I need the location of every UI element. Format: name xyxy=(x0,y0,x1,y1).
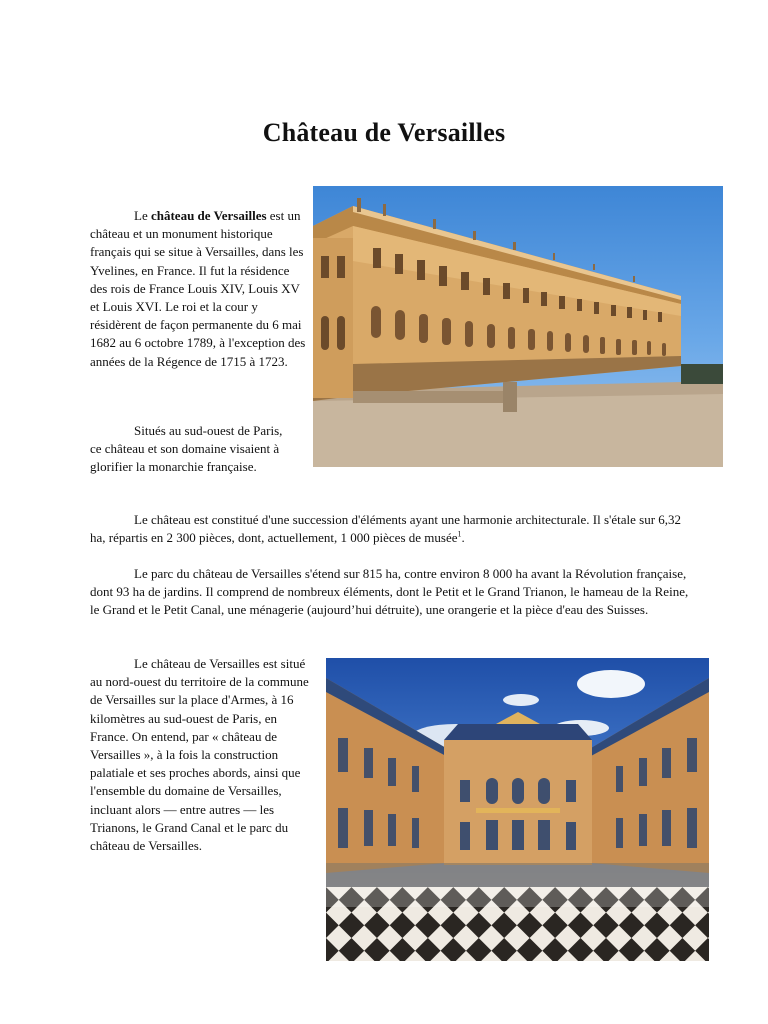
architecture-text: Le château est constitué d'une succession d'éléments ayant une harmonie architecturale. Il s'étale sur 6,32 ha, répartis en 2 300 pièces, dont, actuellement, 1 000 pièces de musée xyxy=(90,512,682,546)
marble-courtyard-image xyxy=(326,658,709,961)
intro-bold: château de Versailles xyxy=(150,208,267,223)
palace-facade-image xyxy=(313,186,723,467)
page-title: Château de Versailles xyxy=(262,118,506,147)
paragraph-location xyxy=(90,422,290,477)
intro-lead: Le xyxy=(134,208,151,223)
intro-rest: est un château et un monument historique français qui se situe à Versailles, dans les Yvelines, en France. Il fut la résidence des rois de France Louis XIV, Louis XV et Louis XVI. Le roi et la cour y résidèrent de façon permanente du 6 mai 1682 au 6 octobre 1789, à l'exception des années de la Régence de 1715 à 1723. xyxy=(90,208,306,369)
location-text: Situés au sud-ouest de Paris, ce château et son domaine visaient à glorifier la monarchie française. xyxy=(90,423,283,475)
paragraph-park xyxy=(90,565,692,620)
park-text: Le parc du château de Versailles s'étend sur 815 ha, contre environ 8 000 ha avant la Révolution française, dont 93 ha de jardins. Il comprend de nombreux éléments, dont le Petit et le Grand Trianon, le hameau de la Reine, le Grand et le Petit Canal, une ménagerie (aujourd’hui détruite), une orangerie et la pièce d'eau des Suisses. xyxy=(90,566,689,618)
paragraph-intro xyxy=(90,207,308,371)
situation-text: Le château de Versailles est situé au nord-ouest du territoire de la commune de Versailles sur la place d'Armes, à 16 kilomètres au sud-ouest de Paris, en France. On entend, par « château de Versailles », à la fois la construction palatiale et ses proches abords, ainsi que l'ensemble du domaine de Versailles, incluant alors — entre autres — les Trianons, le Grand Canal et le parc du château de Versailles. xyxy=(90,656,309,854)
paragraph-situation xyxy=(90,655,316,855)
paragraph-architecture xyxy=(90,511,692,547)
footnote-ref[interactable]: 1 xyxy=(457,529,462,539)
architecture-end: . xyxy=(461,530,465,546)
